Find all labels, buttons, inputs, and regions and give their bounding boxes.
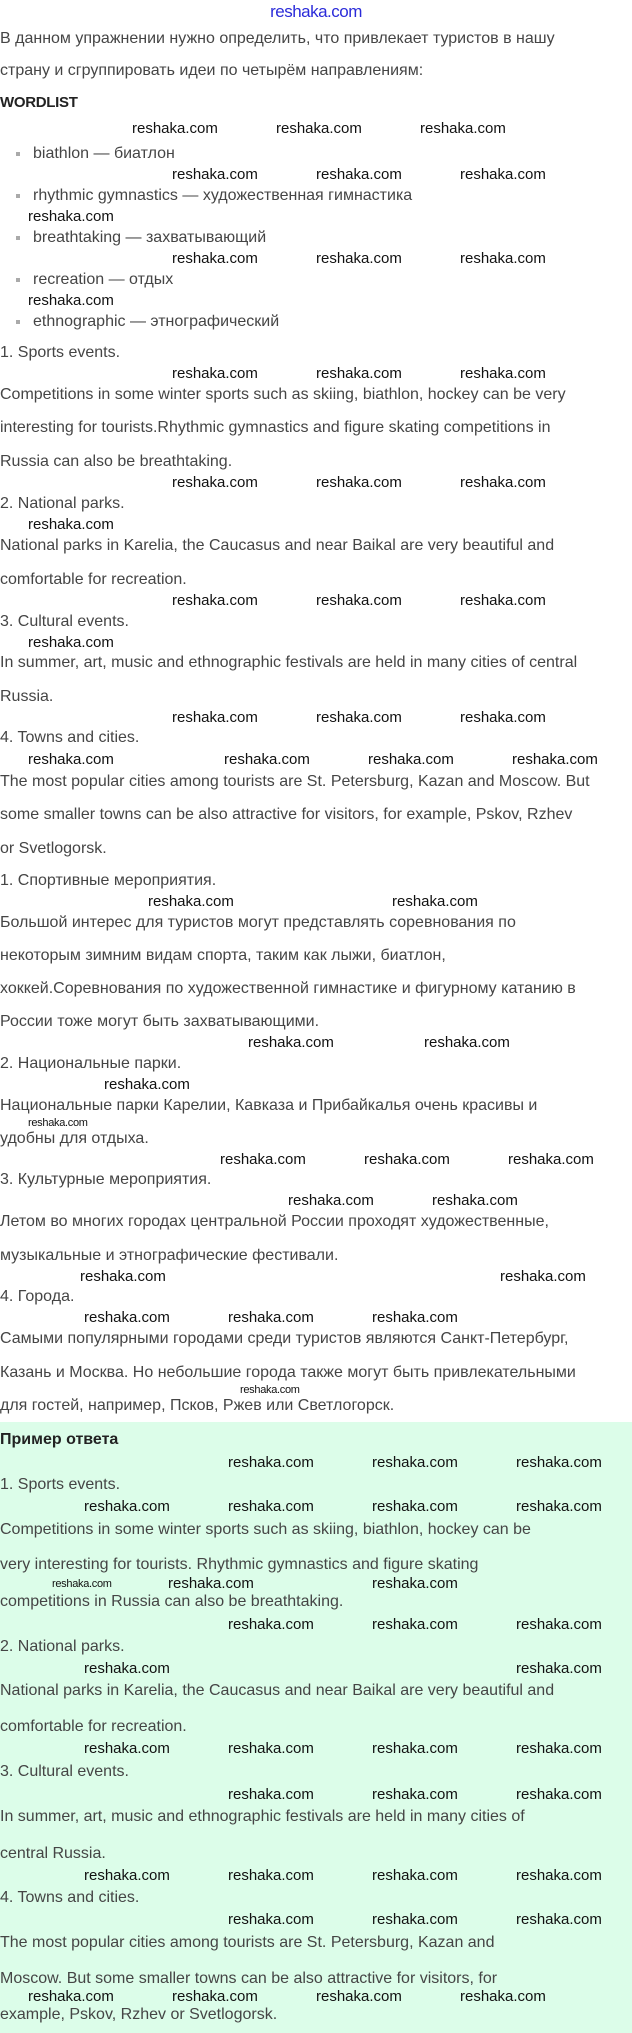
watermark: reshaka.com	[460, 592, 546, 609]
paragraph-line: удобны для отдыха.	[0, 1130, 149, 1147]
paragraph-line: музыкальные и этнографические фестивали.	[0, 1247, 339, 1264]
watermark: reshaka.com	[512, 751, 598, 768]
watermark: reshaka.com	[316, 250, 402, 267]
paragraph-line: Казань и Москва. Но небольшие города также могут быть привлекательными	[0, 1364, 576, 1381]
paragraph-line: The most popular cities among tourists are St. Petersburg, Kazan and	[0, 1934, 495, 1951]
section-title: 4. Towns and cities.	[0, 729, 140, 746]
answer-heading: Пример ответа	[0, 1431, 119, 1448]
watermark: reshaka.com	[28, 516, 114, 533]
watermark: reshaka.com	[220, 1151, 306, 1168]
watermark: reshaka.com	[368, 751, 454, 768]
watermark: reshaka.com	[460, 365, 546, 382]
watermark: reshaka.com	[372, 1454, 458, 1471]
watermark: reshaka.com	[508, 1151, 594, 1168]
wordlist-item: rhythmic gymnastics — художественная гимнастика	[33, 187, 413, 204]
paragraph-line: России тоже могут быть захватывающими.	[0, 1013, 320, 1030]
paragraph-line: Russia can also be breathtaking.	[0, 453, 233, 470]
watermark: reshaka.com	[248, 1034, 334, 1051]
paragraph-line: or Svetlogorsk.	[0, 840, 107, 857]
watermark: reshaka.com	[228, 1911, 314, 1928]
watermark: reshaka.com	[420, 120, 506, 137]
section-title: 3. Cultural events.	[0, 1763, 129, 1780]
watermark: reshaka.com	[516, 1911, 602, 1928]
watermark: reshaka.com	[516, 1616, 602, 1633]
section-title: 2. National parks.	[0, 495, 125, 512]
watermark: reshaka.com	[316, 592, 402, 609]
section-title: 3. Cultural events.	[0, 613, 129, 630]
watermark: reshaka.com	[516, 1867, 602, 1884]
section-title: 1. Sports events.	[0, 344, 121, 361]
watermark: reshaka.com	[228, 1616, 314, 1633]
paragraph-line: Competitions in some winter sports such as skiing, biathlon, hockey can be	[0, 1521, 531, 1538]
paragraph-line: National parks in Karelia, the Caucasus and near Baikal are very beautiful and	[0, 1682, 555, 1699]
paragraph-line: In summer, art, music and ethnographic festivals are held in many cities of central	[0, 654, 578, 671]
watermark: reshaka.com	[392, 893, 478, 910]
watermark: reshaka.com	[372, 1575, 458, 1592]
watermark: reshaka.com	[240, 1384, 300, 1396]
watermark: reshaka.com	[172, 365, 258, 382]
watermark: reshaka.com	[372, 1911, 458, 1928]
watermark: reshaka.com	[364, 1151, 450, 1168]
watermark: reshaka.com	[516, 1660, 602, 1677]
section-title: 1. Спортивные мероприятия.	[0, 872, 217, 889]
watermark: reshaka.com	[84, 1867, 170, 1884]
watermark: reshaka.com	[228, 1740, 314, 1757]
paragraph-line: competitions in Russia can also be breathtaking.	[0, 1593, 344, 1610]
paragraph-line: example, Pskov, Rzhev or Svetlogorsk.	[0, 2006, 278, 2023]
watermark: reshaka.com	[84, 1309, 170, 1326]
wordlist-item: biathlon — биатлон	[33, 145, 175, 162]
watermark: reshaka.com	[432, 1192, 518, 1209]
paragraph-line: некоторым зимним видам спорта, таким как лыжи, биатлон,	[0, 947, 446, 964]
paragraph-line: Летом во многих городах центральной России проходят художественные,	[0, 1213, 549, 1230]
watermark: reshaka.com	[372, 1309, 458, 1326]
watermark: reshaka.com	[372, 1740, 458, 1757]
paragraph-line: central Russia.	[0, 1845, 106, 1862]
watermark: reshaka.com	[228, 1454, 314, 1471]
watermark: reshaka.com	[84, 1740, 170, 1757]
wordlist-item: breathtaking — захватывающий	[33, 229, 267, 246]
watermark: reshaka.com	[28, 751, 114, 768]
paragraph-line: some smaller towns can be also attractive for visitors, for example, Pskov, Rzhev	[0, 806, 573, 823]
watermark: reshaka.com	[500, 1268, 586, 1285]
paragraph-line: Moscow. But some smaller towns can be also attractive for visitors, for	[0, 1970, 498, 1987]
paragraph-line: для гостей, например, Псков, Ржев или Светлогорск.	[0, 1397, 395, 1414]
bullet-icon	[16, 320, 20, 324]
paragraph-line: The most popular cities among tourists are St. Petersburg, Kazan and Moscow. But	[0, 773, 590, 790]
watermark: reshaka.com	[516, 1454, 602, 1471]
watermark: reshaka.com	[84, 1660, 170, 1677]
bullet-icon	[16, 236, 20, 240]
watermark: reshaka.com	[460, 166, 546, 183]
watermark: reshaka.com	[132, 120, 218, 137]
wordlist-item: recreation — отдых	[33, 271, 174, 288]
watermark: reshaka.com	[372, 1498, 458, 1515]
watermark: reshaka.com	[372, 1867, 458, 1884]
watermark: reshaka.com	[460, 250, 546, 267]
watermark: reshaka.com	[28, 634, 114, 651]
section-title: 4. Города.	[0, 1288, 75, 1305]
paragraph-line: Национальные парки Карелии, Кавказа и Прибайкалья очень красивы и	[0, 1097, 538, 1114]
intro-line: страну и сгруппировать идеи по четырём направлениям:	[0, 62, 424, 79]
watermark: reshaka.com	[424, 1034, 510, 1051]
watermark: reshaka.com	[84, 1498, 170, 1515]
bullet-icon	[16, 278, 20, 282]
wordlist-item: ethnographic — этнографический	[33, 313, 280, 330]
watermark: reshaka.com	[228, 1867, 314, 1884]
watermark: reshaka.com	[372, 1616, 458, 1633]
paragraph-line: Большой интерес для туристов могут представлять соревнования по	[0, 914, 516, 931]
watermark: reshaka.com	[316, 365, 402, 382]
watermark: reshaka.com	[228, 1498, 314, 1515]
paragraph-line: In summer, art, music and ethnographic festivals are held in many cities of	[0, 1808, 525, 1825]
watermark: reshaka.com	[172, 709, 258, 726]
section-title: 1. Sports events.	[0, 1476, 121, 1493]
watermark: reshaka.com	[276, 120, 362, 137]
watermark: reshaka.com	[460, 709, 546, 726]
watermark: reshaka.com	[228, 1786, 314, 1803]
watermark: reshaka.com	[172, 474, 258, 491]
wordlist-heading: WORDLIST	[0, 94, 78, 111]
section-title: 2. Национальные парки.	[0, 1055, 182, 1072]
watermark: reshaka.com	[516, 1740, 602, 1757]
watermark: reshaka.com	[460, 1988, 546, 2005]
paragraph-line: comfortable for recreation.	[0, 1718, 187, 1735]
watermark: reshaka.com	[372, 1786, 458, 1803]
watermark: reshaka.com	[228, 1309, 314, 1326]
watermark: reshaka.com	[316, 474, 402, 491]
watermark: reshaka.com	[172, 250, 258, 267]
watermark: reshaka.com	[316, 1988, 402, 2005]
watermark: reshaka.com	[80, 1268, 166, 1285]
watermark: reshaka.com	[104, 1076, 190, 1093]
paragraph-line: хоккей.Соревнования по художественной гимнастике и фигурному катанию в	[0, 980, 576, 997]
paragraph-line: Самыми популярными городами среди туристов являются Санкт-Петербург,	[0, 1330, 569, 1347]
paragraph-line: comfortable for recreation.	[0, 571, 187, 588]
watermark: reshaka.com	[172, 1988, 258, 2005]
paragraph-line: interesting for tourists.Rhythmic gymnastics and figure skating competitions in	[0, 419, 551, 436]
watermark: reshaka.com	[28, 292, 114, 309]
site-logo[interactable]: reshaka.com	[270, 2, 362, 21]
paragraph-line: Russia.	[0, 688, 54, 705]
watermark: reshaka.com	[516, 1498, 602, 1515]
watermark: reshaka.com	[172, 592, 258, 609]
paragraph-line: National parks in Karelia, the Caucasus and near Baikal are very beautiful and	[0, 537, 555, 554]
bullet-icon	[16, 152, 20, 156]
watermark: reshaka.com	[224, 751, 310, 768]
paragraph-line: Competitions in some winter sports such as skiing, biathlon, hockey can be very	[0, 386, 566, 403]
watermark: reshaka.com	[148, 893, 234, 910]
watermark: reshaka.com	[316, 709, 402, 726]
watermark: reshaka.com	[316, 166, 402, 183]
watermark: reshaka.com	[516, 1786, 602, 1803]
bullet-icon	[16, 194, 20, 198]
watermark: reshaka.com	[52, 1578, 112, 1590]
section-title: 3. Культурные мероприятия.	[0, 1171, 212, 1188]
section-title: 4. Towns and cities.	[0, 1889, 140, 1906]
paragraph-line: very interesting for tourists. Rhythmic gymnastics and figure skating	[0, 1556, 479, 1573]
watermark: reshaka.com	[28, 1988, 114, 2005]
intro-line: В данном упражнении нужно определить, что привлекает туристов в нашу	[0, 30, 555, 47]
watermark: reshaka.com	[460, 474, 546, 491]
section-title: 2. National parks.	[0, 1638, 125, 1655]
watermark: reshaka.com	[28, 208, 114, 225]
watermark: reshaka.com	[168, 1575, 254, 1592]
watermark: reshaka.com	[172, 166, 258, 183]
watermark: reshaka.com	[288, 1192, 374, 1209]
watermark: reshaka.com	[28, 1117, 88, 1129]
